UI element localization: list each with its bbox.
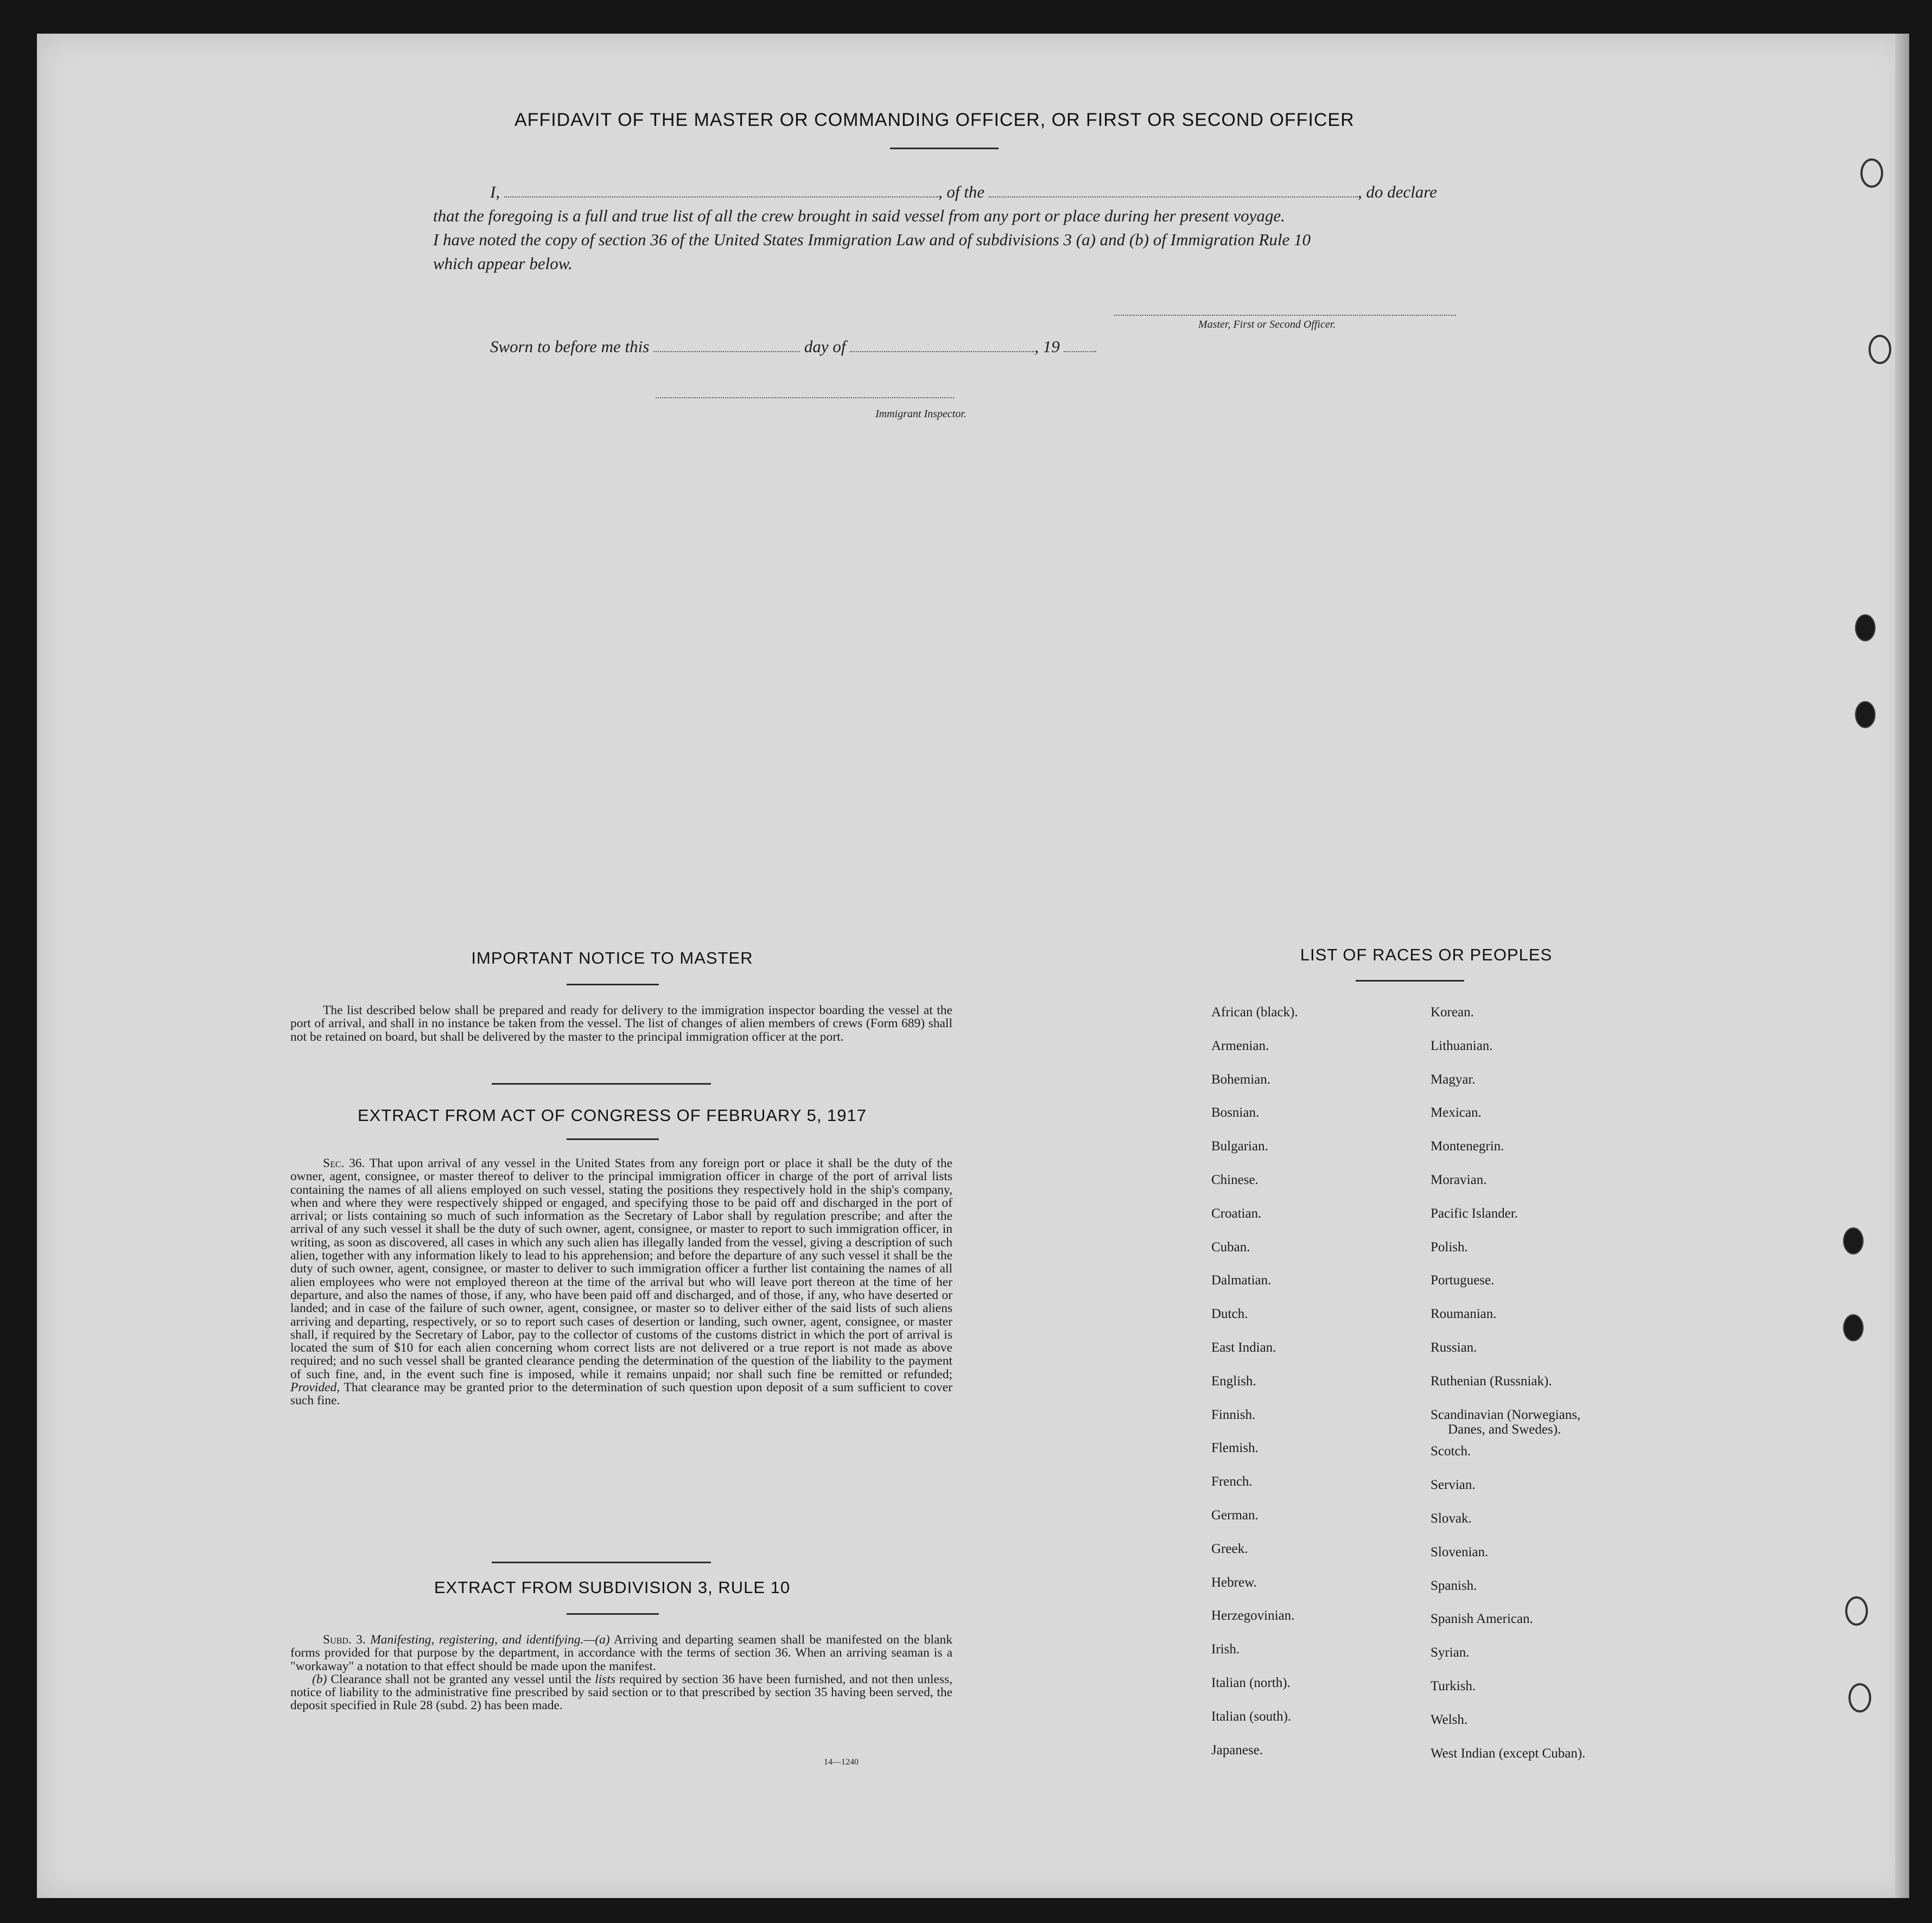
binding-hole xyxy=(1860,158,1883,188)
act-bottom-rule xyxy=(492,1562,711,1563)
race-item: Scotch. xyxy=(1431,1444,1471,1459)
rule-lists-word: lists xyxy=(595,1672,616,1686)
sworn-line xyxy=(490,335,1096,359)
race-item: Slovenian. xyxy=(1431,1544,1489,1559)
binding-hole xyxy=(1843,1314,1864,1341)
rule-title: EXTRACT FROM SUBDIVISION 3, RULE 10 xyxy=(434,1578,791,1597)
affidavit-do-declare: , do declare xyxy=(1357,182,1437,201)
binding-hole xyxy=(1843,1227,1864,1255)
race-item-continuation: Danes, and Swedes). xyxy=(1448,1422,1561,1437)
act-text-block xyxy=(290,1157,952,1408)
inspector-label: Immigrant Inspector. xyxy=(875,408,967,420)
race-item: Chinese. xyxy=(1211,1173,1259,1187)
race-item: Greek. xyxy=(1211,1541,1248,1556)
race-item: Montenegrin. xyxy=(1431,1139,1504,1154)
race-item: African (black). xyxy=(1211,1005,1298,1020)
race-item: Flemish. xyxy=(1211,1441,1259,1456)
race-item: Cuban. xyxy=(1211,1239,1250,1255)
race-item: Croatian. xyxy=(1211,1206,1262,1221)
act-title-rule xyxy=(567,1138,659,1140)
race-item: Armenian. xyxy=(1211,1038,1269,1053)
form-number: 14—1240 xyxy=(824,1758,859,1767)
master-signature-label: Master, First or Second Officer. xyxy=(1198,319,1336,330)
binding-hole xyxy=(1855,701,1876,728)
race-item: Finnish. xyxy=(1211,1407,1256,1422)
race-item: Bulgarian. xyxy=(1211,1139,1268,1154)
race-item: Korean. xyxy=(1431,1005,1474,1020)
rule-text-a: Arriving and departing seamen shall be manifested on the blank forms provided for that purpose by the department, in accordance with the terms of section 36. When an arriving seaman is a "workaway" a notation to that effect should be made upon the manifest. xyxy=(290,1633,952,1673)
sworn-day-blank[interactable] xyxy=(653,349,800,352)
race-item: Pacific Islander. xyxy=(1431,1206,1518,1221)
races-title: LIST OF RACES OR PEOPLES xyxy=(1300,945,1553,964)
race-item: German. xyxy=(1211,1508,1259,1523)
race-item: Portuguese. xyxy=(1431,1273,1495,1288)
race-item: Italian (south). xyxy=(1211,1709,1292,1724)
race-item: Dalmatian. xyxy=(1211,1273,1272,1288)
rule-paragraph xyxy=(290,1633,952,1712)
rule-text-b1: Clearance shall not be granted any vessel until the xyxy=(331,1672,592,1686)
race-item: Japanese. xyxy=(1211,1742,1263,1758)
race-item: Bosnian. xyxy=(1211,1105,1260,1120)
affidavit-line-4: which appear below. xyxy=(433,254,573,273)
race-item: Ruthenian (Russniak). xyxy=(1431,1373,1552,1389)
rule-title-rule xyxy=(567,1613,659,1615)
act-provided-label: Provided, xyxy=(290,1380,340,1395)
sworn-month-blank[interactable] xyxy=(850,349,1034,352)
act-provided-text: That clearance may be granted prior to the determination of such question upon deposit of a sum sufficient to cover such fine. xyxy=(290,1380,952,1408)
sworn-year-label: , 19 xyxy=(1034,337,1060,356)
race-item: East Indian. xyxy=(1211,1340,1276,1355)
binding-hole xyxy=(1848,1683,1871,1712)
race-item: Russian. xyxy=(1431,1340,1477,1355)
race-item: Servian. xyxy=(1431,1478,1476,1493)
race-item: Turkish. xyxy=(1431,1679,1476,1693)
affidavit-of-the: , of the xyxy=(938,182,985,201)
affidavit-title-rule xyxy=(890,148,999,149)
race-item: Irish. xyxy=(1211,1642,1240,1657)
race-item: Lithuanian. xyxy=(1431,1038,1493,1053)
notice-paragraph xyxy=(290,1004,952,1043)
race-item: Mexican. xyxy=(1431,1105,1482,1120)
document-page xyxy=(37,34,1909,1898)
race-item: English. xyxy=(1211,1373,1256,1389)
sworn-year-blank[interactable] xyxy=(1064,349,1096,352)
race-item: Slovak. xyxy=(1431,1511,1472,1526)
race-item: West Indian (except Cuban). xyxy=(1431,1746,1586,1761)
races-right-column xyxy=(1429,34,1700,1879)
race-item: French. xyxy=(1211,1474,1253,1489)
rule-a-block xyxy=(290,1633,952,1673)
race-item: Magyar. xyxy=(1431,1072,1476,1087)
rule-text-b2: required by section 36 have been furnished, and not then unless, notice of liability to the administrative fine prescribed by said section or to that prescribed by section 35 having been served, the deposit specified in Rule 28 (subd. 2) has been made. xyxy=(290,1672,952,1713)
race-item: Welsh. xyxy=(1431,1712,1468,1727)
act-paragraph xyxy=(290,1157,952,1408)
binding-hole xyxy=(1869,335,1891,364)
notice-title: IMPORTANT NOTICE TO MASTER xyxy=(471,948,753,967)
race-item: Italian (north). xyxy=(1211,1676,1291,1690)
act-text: That upon arrival of any vessel in the United States from any foreign port or place it shall be the duty of the owner, agent, consignee, or master thereof to deliver to the principal immigration officer in charge of the port of arrival lists containing the names of all aliens employed on such vessel, stating the positions they respectively hold in the ship's company, when and where they were respectively shipped or engaged, and specifying those to be paid off and discharged in the port of arrival; or lists containing so much of such information as the Secretary of Labor shall by regulation prescribe; and after the arrival of any such vessel it shall be the duty of such owner, agent, consignee, or master to report to such immigration officer, in writing, as soon as discovered, all cases in which any such alien has illegally landed from the vessel, giving a description of such alien, together with any information likely to lead to his apprehension; and before the departure of any such vessel it shall be the duty of such owner, agent, consignee, or master to deliver to such immigration officer a further list containing the names of all alien employees who were not employed thereon at the time of the arrival but who will leave port thereon at the time of her departure, and also the names of those, if any, who have been paid off and discharged, and of those, if any, who have deserted or landed; and in case of the failure of such owner, agent, consignee, or master so to deliver either of the said lists of such aliens arriving and departing, respectively, or so to report such cases of desertion or landing, such owner, agent, consignee, or master shall, if required by the Secretary of Labor, pay to the collector of customs of the customs district in which the port of arrival is located the sum of $10 for each alien concerning whom correct lists are not delivered or a true report is not made as above required; and no such vessel shall be granted clearance pending the determination of the question of the liability to the payment of such fine, and, in the event such fine is imposed, while it remains unpaid; nor shall such fine be remitted or refunded; xyxy=(290,1156,953,1381)
affidavit-line-2: that the foregoing is a full and true list of all the crew brought in said vessel from any port or place during her present voyage. xyxy=(433,206,1285,225)
inspector-signature-line[interactable] xyxy=(656,395,954,398)
race-item: Spanish American. xyxy=(1431,1612,1533,1627)
page-edge xyxy=(1895,34,1909,1898)
rule-b-block xyxy=(290,1673,952,1712)
name-blank-line[interactable] xyxy=(504,194,938,198)
notice-title-rule xyxy=(567,984,659,985)
race-item: Hebrew. xyxy=(1211,1575,1257,1590)
act-title: EXTRACT FROM ACT OF CONGRESS OF FEBRUARY 5, 1917 xyxy=(357,1106,867,1125)
race-item: Spanish. xyxy=(1431,1578,1477,1593)
sworn-prefix: Sworn to before me this xyxy=(490,337,650,356)
act-section-label: Sec. 36. xyxy=(323,1156,365,1170)
race-item: Herzegovinian. xyxy=(1211,1608,1295,1623)
notice-text: The list described below shall be prepared and ready for delivery to the immigration inspector boarding the vessel at the port of arrival, and shall in no instance be taken from the vessel. The list of changes of alien members of crews (Form 689) shall not be retained on board, but shall be delivered by the master to the principal immigration officer at the port. xyxy=(290,1003,952,1044)
race-item: Polish. xyxy=(1431,1239,1468,1255)
rule-subd-label: Subd. 3. xyxy=(323,1633,366,1647)
race-item: Scandinavian (Norwegians, xyxy=(1431,1407,1581,1422)
race-item: Bohemian. xyxy=(1211,1072,1271,1087)
race-item: Syrian. xyxy=(1431,1645,1470,1660)
affidavit-line-3: I have noted the copy of section 36 of the United States Immigration Law and of subdivisions 3 (a) and (b) of Immigration Rule 10 xyxy=(433,230,1311,249)
sworn-day-label: day of xyxy=(804,337,846,356)
rule-subd-heading: Manifesting, registering, and identifying.—(a) xyxy=(370,1633,610,1647)
races-left-column xyxy=(1210,34,1427,1879)
binding-hole xyxy=(1855,614,1876,641)
rule-label-b: (b) xyxy=(312,1672,327,1686)
affidavit-i-label: I, xyxy=(490,182,500,201)
binding-hole xyxy=(1845,1596,1868,1626)
race-item: Moravian. xyxy=(1431,1173,1487,1187)
notice-bottom-rule xyxy=(492,1083,711,1085)
affidavit-title: AFFIDAVIT OF THE MASTER OR COMMANDING OFFICER, OR FIRST OR SECOND OFFICER xyxy=(514,110,1355,130)
race-item: Dutch. xyxy=(1211,1307,1248,1322)
race-item: Roumanian. xyxy=(1431,1307,1497,1322)
